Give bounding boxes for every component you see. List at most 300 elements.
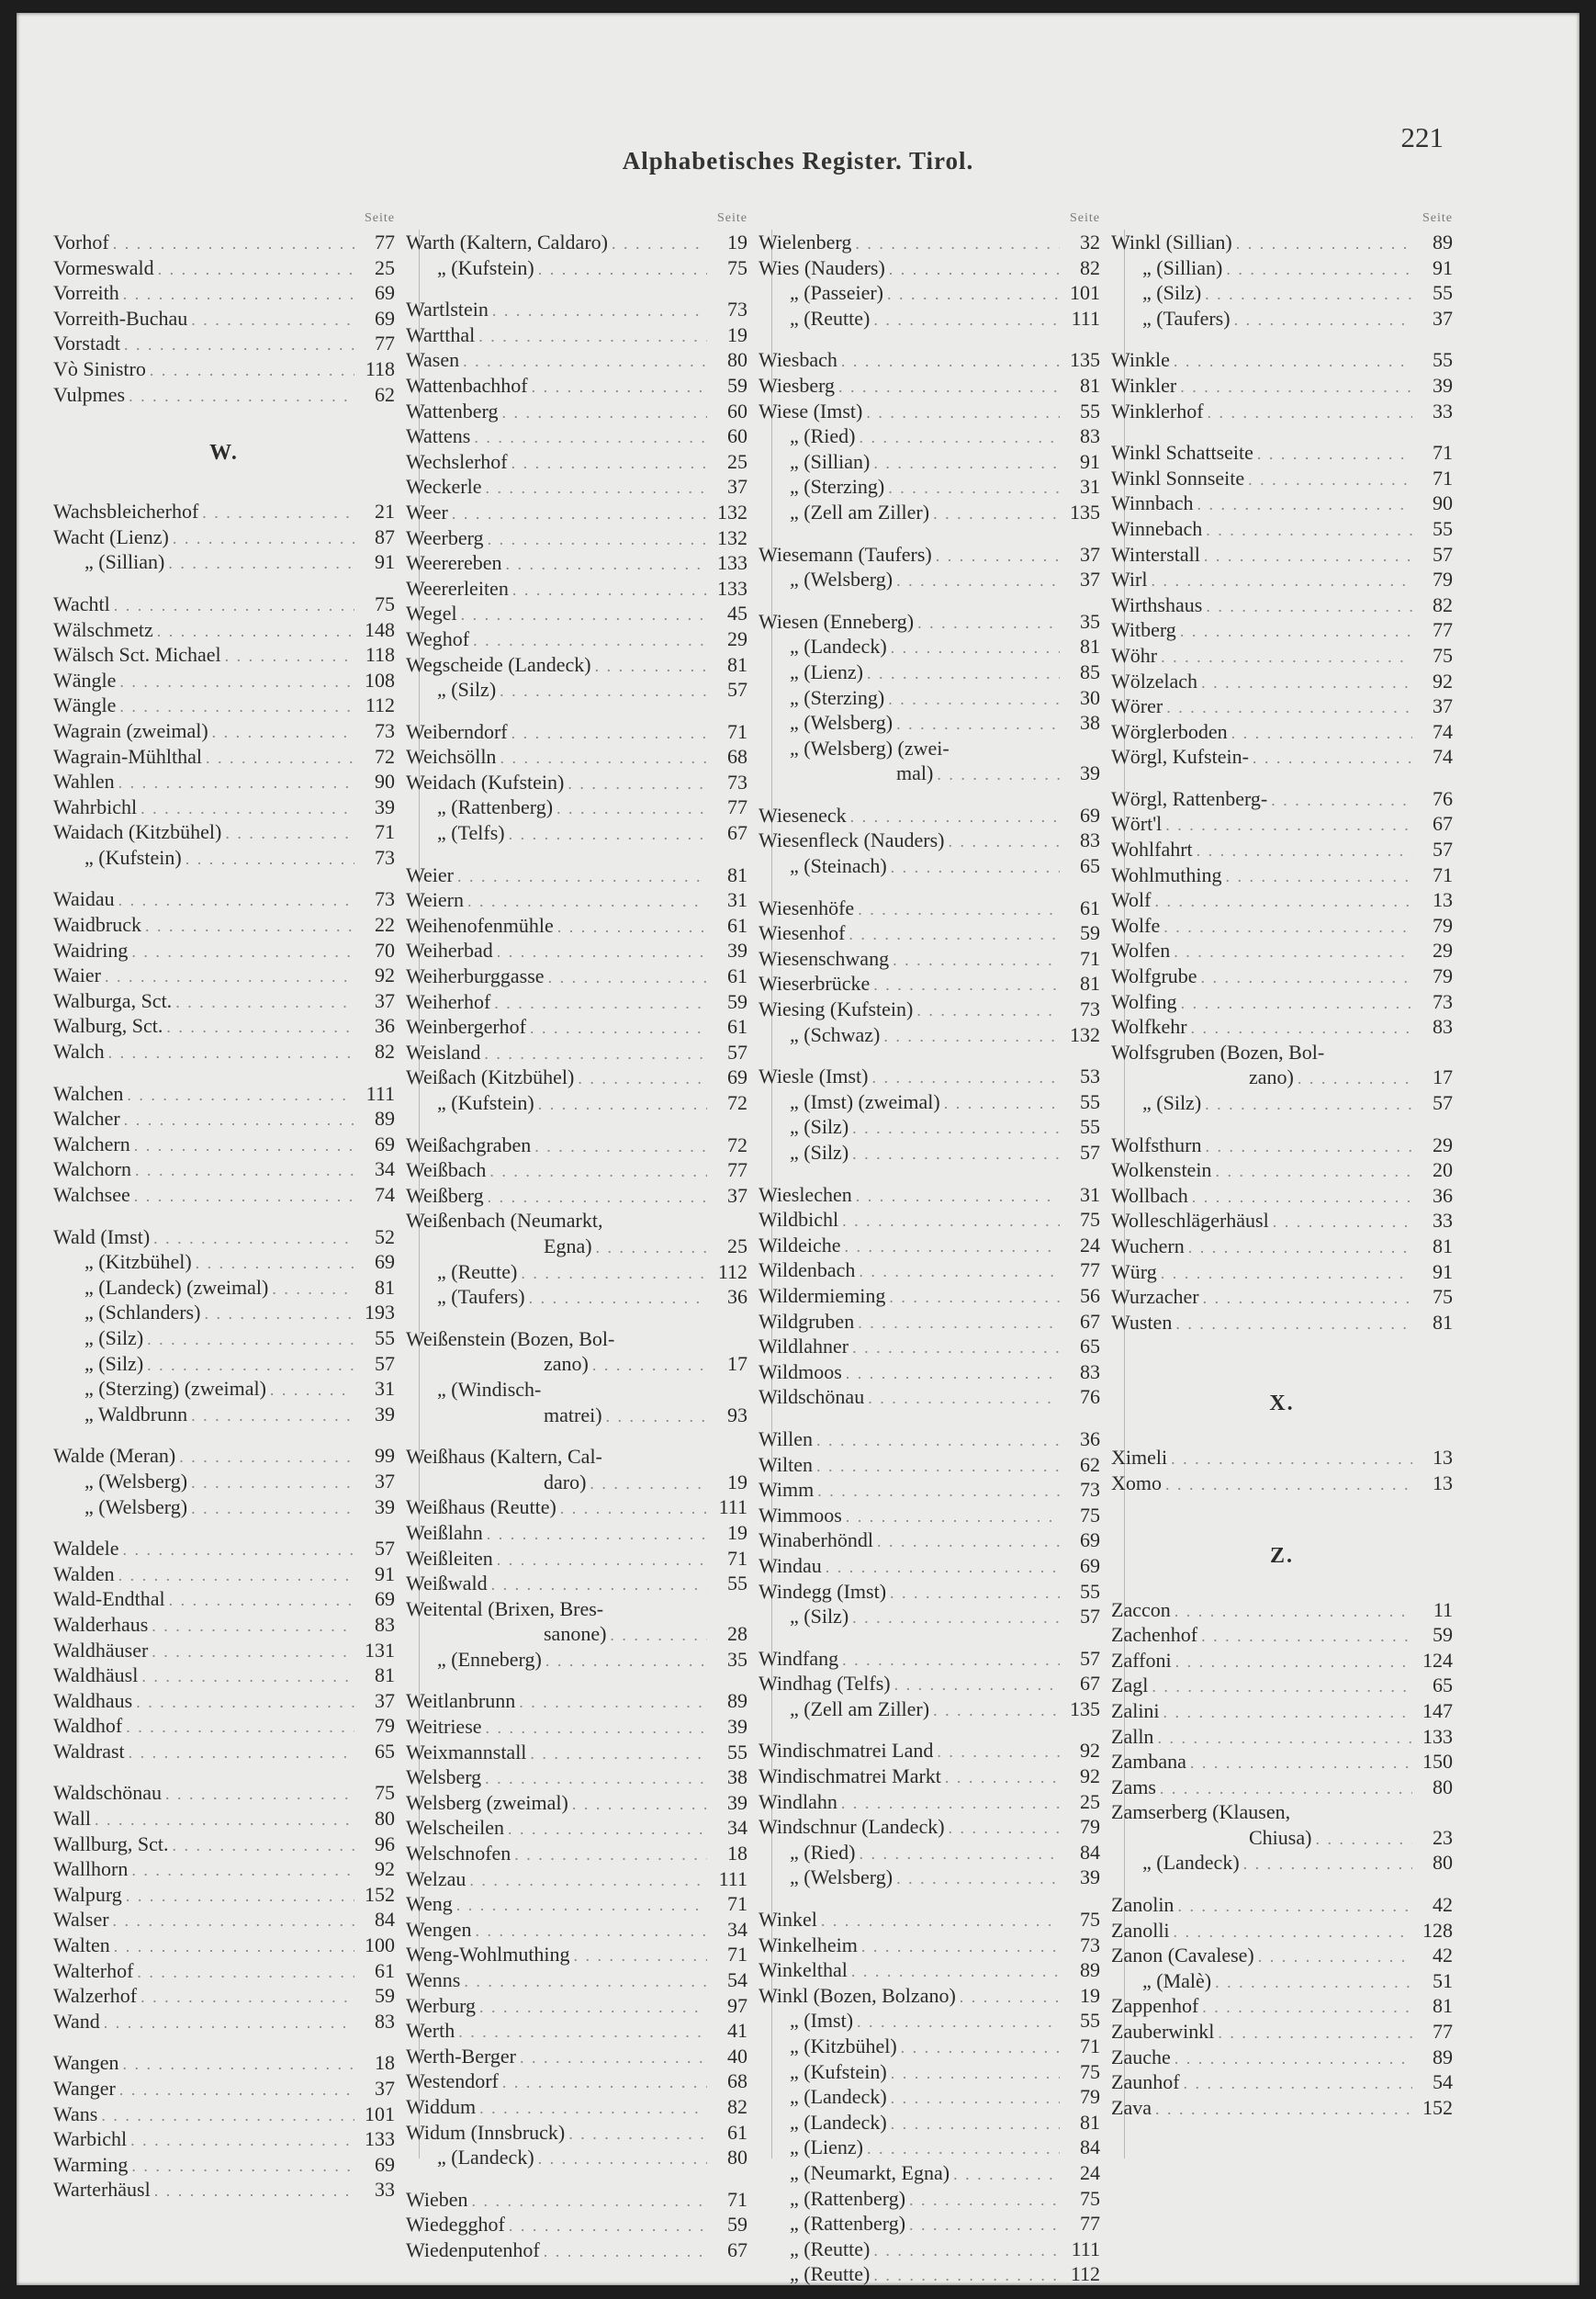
leader-dots xyxy=(1257,442,1412,466)
entry-name: „ (Landeck) xyxy=(790,2110,887,2134)
leader-dots xyxy=(953,2162,1060,2186)
leader-dots xyxy=(916,998,1060,1022)
index-entry xyxy=(53,230,395,255)
entry-name: „ (Silz) xyxy=(790,1141,849,1164)
entry-gap xyxy=(1111,1876,1453,1892)
entry-page: 77 xyxy=(1433,2020,1453,2044)
entry-name: Wiesbach xyxy=(759,348,837,372)
leader-dots xyxy=(191,1471,354,1494)
entry-gap xyxy=(759,1629,1100,1646)
index-entry xyxy=(1111,347,1453,373)
leader-dots xyxy=(505,552,707,576)
index-entry xyxy=(759,971,1100,997)
entry-name: Windischmatrei Markt xyxy=(759,1764,941,1788)
entry-page: 80 xyxy=(727,348,747,372)
index-entry xyxy=(1111,811,1453,837)
index-entry xyxy=(53,1443,395,1469)
entry-page: 29 xyxy=(727,626,747,650)
entry-name: Zalini xyxy=(1111,1698,1160,1722)
leader-dots xyxy=(509,2214,707,2237)
entry-page: 71 xyxy=(1433,441,1453,465)
entry-name: Wörgl, Rattenberg- xyxy=(1111,786,1268,810)
entry-name: Weiherhof xyxy=(406,989,491,1013)
index-entry xyxy=(1111,567,1453,592)
index-entry xyxy=(759,1359,1100,1385)
entry-name: Winterstall xyxy=(1111,542,1200,566)
index-entry xyxy=(53,1536,395,1561)
leader-dots xyxy=(485,1766,707,1790)
leader-dots xyxy=(1174,940,1412,964)
entry-page: 77 xyxy=(1080,2212,1100,2236)
entry-page: 92 xyxy=(1080,1764,1100,1788)
leader-dots xyxy=(204,1302,354,1325)
leader-dots xyxy=(858,897,1060,921)
entry-gap xyxy=(759,786,1100,803)
leader-dots xyxy=(452,501,707,525)
entry-name: Waidach (Kitzbühel) xyxy=(53,820,222,844)
leader-dots xyxy=(883,1024,1060,1048)
index-entry xyxy=(406,626,747,652)
leader-dots xyxy=(118,1563,354,1587)
entry-page: 84 xyxy=(1080,1840,1100,1864)
leader-dots xyxy=(560,1496,707,1520)
leader-dots xyxy=(1175,1650,1412,1674)
index-entry xyxy=(406,1234,747,1259)
index-entry xyxy=(53,1958,395,1984)
index-entry xyxy=(406,2212,747,2237)
leader-dots xyxy=(1175,1312,1412,1335)
index-entry xyxy=(53,356,395,382)
leader-dots xyxy=(196,1251,354,1275)
entry-page: 81 xyxy=(727,652,747,676)
leader-dots xyxy=(147,1327,354,1351)
entry-page: 71 xyxy=(1433,862,1453,886)
index-entry xyxy=(759,1671,1100,1696)
leader-dots xyxy=(479,1995,707,2019)
leader-dots xyxy=(578,1066,707,1090)
index-entry xyxy=(1111,1749,1453,1775)
entry-name: Xomo xyxy=(1111,1471,1162,1494)
entry-page: 69 xyxy=(375,306,395,330)
entry-name: „ (Welsberg) xyxy=(790,711,894,735)
index-entry xyxy=(406,1764,747,1790)
entry-page: 37 xyxy=(375,988,395,1012)
index-entry xyxy=(759,2110,1100,2136)
entry-page: 61 xyxy=(727,913,747,937)
leader-dots xyxy=(1197,492,1412,516)
entry-name: „ (Welsberg) xyxy=(84,1469,188,1493)
index-entry xyxy=(759,1426,1100,1452)
entry-page: 112 xyxy=(365,693,395,717)
index-entry xyxy=(759,1182,1100,1208)
index-entry xyxy=(53,1806,395,1831)
index-entry xyxy=(1111,280,1453,306)
leader-dots xyxy=(165,1782,354,1806)
leader-dots xyxy=(488,1185,707,1209)
leader-dots xyxy=(484,1042,707,1065)
entry-name: „ Waldbrunn xyxy=(84,1402,188,1426)
leader-dots xyxy=(457,864,707,888)
entry-name: Wolfsthurn xyxy=(1111,1133,1202,1156)
entry-name: Witberg xyxy=(1111,618,1176,642)
entry-page: 69 xyxy=(1080,803,1100,827)
entry-name: Winnebach xyxy=(1111,516,1203,540)
entry-name: Wängle xyxy=(53,668,117,692)
entry-page: 73 xyxy=(1080,997,1100,1021)
entry-name: Wangen xyxy=(53,2051,119,2075)
entry-name: Wachtl xyxy=(53,592,110,615)
entry-name: zano) xyxy=(544,1352,589,1376)
index-entry xyxy=(759,1503,1100,1528)
entry-name: Werburg xyxy=(406,1993,477,2017)
entry-list xyxy=(1111,1597,1453,2121)
index-entry xyxy=(53,2177,395,2203)
index-entry xyxy=(406,1403,747,1428)
entry-page: 77 xyxy=(375,231,395,254)
index-entry xyxy=(53,1561,395,1587)
entry-name: Vorreith-Buchau xyxy=(53,306,188,330)
entry-name: Zaffoni xyxy=(1111,1648,1172,1672)
entry-name: Winkelthal xyxy=(759,1958,848,1982)
entry-name: Weißhaus (Reutte) xyxy=(406,1495,556,1519)
entry-name: Vorhof xyxy=(53,231,109,254)
entry-name: Weißlahn xyxy=(406,1520,483,1544)
index-entry xyxy=(406,938,747,964)
index-entry xyxy=(53,1132,395,1157)
leader-dots xyxy=(113,1909,354,1933)
entry-name: Welzau xyxy=(406,1866,466,1890)
index-entry xyxy=(759,1764,1100,1789)
page-number: 221 xyxy=(1400,121,1444,153)
entry-page: 89 xyxy=(1433,231,1453,254)
leader-dots xyxy=(949,829,1060,853)
index-entry xyxy=(759,1646,1100,1672)
entry-name: Wildlahner xyxy=(759,1335,849,1358)
index-entry xyxy=(53,1713,395,1739)
entry-page: 75 xyxy=(727,255,747,279)
entry-name: Wieben xyxy=(406,2187,468,2211)
leader-dots xyxy=(463,349,707,373)
entry-page: 70 xyxy=(375,938,395,962)
leader-dots xyxy=(473,628,707,652)
leader-dots xyxy=(95,1808,354,1831)
leader-dots xyxy=(478,324,707,348)
entry-gap xyxy=(406,1672,747,1688)
entry-page: 19 xyxy=(727,1520,747,1544)
entry-name: Wenns xyxy=(406,1968,461,1991)
index-entry xyxy=(1111,1234,1453,1259)
entry-name: Wolfen xyxy=(1111,939,1171,963)
leader-dots xyxy=(131,940,354,964)
index-entry xyxy=(1111,1065,1453,1090)
leader-dots xyxy=(472,2189,707,2213)
leader-dots xyxy=(1175,1599,1412,1623)
leader-dots xyxy=(152,1640,354,1663)
index-entry xyxy=(759,685,1100,711)
entry-name: Wielenberg xyxy=(759,231,852,254)
entry-name: Weißenbach (Neumarkt, xyxy=(406,1209,603,1233)
leader-dots xyxy=(937,1740,1060,1764)
index-entry xyxy=(1111,669,1453,694)
index-entry xyxy=(759,1553,1100,1579)
entry-name: Wald-Endthal xyxy=(53,1587,165,1611)
entry-name: Winkl (Bozen, Bolzano) xyxy=(759,1983,956,2007)
entry-page: 35 xyxy=(727,1647,747,1671)
entry-name: Weerberg xyxy=(406,525,484,549)
entry-page: 81 xyxy=(1080,2110,1100,2134)
index-entry xyxy=(53,382,395,408)
entry-name: Zalln xyxy=(1111,1724,1154,1748)
entry-name: Wört'l xyxy=(1111,812,1163,836)
entry-page: 39 xyxy=(1433,373,1453,397)
index-entry xyxy=(1111,2069,1453,2095)
entry-page: 73 xyxy=(1080,1478,1100,1502)
entry-name: Walde (Meran) xyxy=(53,1444,176,1468)
entry-name: Waidau xyxy=(53,887,115,911)
index-entry xyxy=(1111,643,1453,669)
leader-dots xyxy=(861,1934,1060,1958)
entry-name: Wängle xyxy=(53,693,117,717)
entry-page: 19 xyxy=(727,1470,747,1493)
entry-page: 89 xyxy=(375,1107,395,1131)
entry-page: 22 xyxy=(375,913,395,937)
entry-name: Wieseneck xyxy=(759,803,847,827)
entry-name: Weinbergerhof xyxy=(406,1015,526,1039)
entry-name: Weißleiten xyxy=(406,1546,493,1570)
entry-page: 57 xyxy=(375,1351,395,1375)
leader-dots xyxy=(887,282,1060,306)
index-entry xyxy=(406,795,747,820)
leader-dots xyxy=(1201,1624,1412,1648)
index-entry xyxy=(53,255,395,281)
index-entry xyxy=(53,1739,395,1764)
entry-name: Würg xyxy=(1111,1259,1157,1283)
index-entry xyxy=(1111,1993,1453,2019)
entry-name: Zanon (Cavalese) xyxy=(1111,1944,1254,1967)
index-entry xyxy=(53,642,395,668)
entry-page: 91 xyxy=(1433,255,1453,279)
entry-name: Welscheilen xyxy=(406,1816,504,1840)
entry-page: 17 xyxy=(727,1352,747,1376)
entry-page: 89 xyxy=(1080,1958,1100,1982)
index-entry xyxy=(406,1444,747,1470)
entry-page: 57 xyxy=(727,678,747,702)
index-entry xyxy=(1111,1892,1453,1918)
leader-dots xyxy=(877,1529,1060,1553)
index-entry xyxy=(53,1182,395,1208)
leader-dots xyxy=(1191,1016,1412,1040)
index-entry xyxy=(759,1907,1100,1933)
entry-page: 84 xyxy=(1080,2136,1100,2159)
index-entry xyxy=(1111,592,1453,618)
entry-name: „ (Steinach) xyxy=(790,854,887,878)
index-entry xyxy=(759,2084,1100,2110)
index-column-3 xyxy=(759,208,1100,2287)
entry-name: Wimm xyxy=(759,1478,815,1502)
entry-name: Wildermieming xyxy=(759,1283,886,1307)
entry-page: 80 xyxy=(375,1807,395,1831)
leader-dots xyxy=(135,1158,354,1182)
entry-page: 101 xyxy=(1070,281,1100,305)
index-entry xyxy=(759,1527,1100,1553)
entry-page: 76 xyxy=(1433,786,1453,810)
leader-dots xyxy=(500,679,707,703)
entry-gap xyxy=(53,1426,395,1443)
entry-page: 108 xyxy=(365,668,395,692)
leader-dots xyxy=(114,593,354,617)
index-column-2 xyxy=(406,208,747,2263)
index-entry xyxy=(53,1612,395,1638)
leader-dots xyxy=(145,914,354,938)
entry-name: sanone) xyxy=(544,1622,607,1646)
entry-page: 61 xyxy=(727,964,747,988)
entry-page: 59 xyxy=(727,373,747,397)
entry-page: 91 xyxy=(1433,1259,1453,1283)
entry-name: Walburga, Sct. xyxy=(53,988,173,1012)
index-entry xyxy=(406,1815,747,1841)
entry-name: Wahrbichl xyxy=(53,795,138,818)
index-entry xyxy=(759,1140,1100,1166)
leader-dots xyxy=(1208,400,1412,424)
entry-page: 73 xyxy=(727,298,747,321)
entry-page: 83 xyxy=(1080,828,1100,852)
entry-name: „ (Zell am Ziller) xyxy=(790,500,930,524)
leader-dots xyxy=(1201,671,1412,694)
leader-dots xyxy=(487,1522,707,1546)
leader-dots xyxy=(937,762,1060,786)
index-entry xyxy=(1111,1698,1453,1724)
entry-name: „ (Silz) xyxy=(84,1351,144,1375)
entry-page: 92 xyxy=(1433,669,1453,693)
leader-dots xyxy=(1273,1210,1412,1234)
entry-name: Wiedegghof xyxy=(406,2213,505,2237)
leader-dots xyxy=(888,687,1060,711)
entry-name: Weerereben xyxy=(406,551,502,575)
leader-dots xyxy=(175,990,354,1014)
index-entry xyxy=(1111,617,1453,643)
entry-name: Zauche xyxy=(1111,2045,1171,2068)
index-entry xyxy=(53,718,395,744)
entry-name: Winaberhöndl xyxy=(759,1528,873,1552)
entry-page: 55 xyxy=(1080,1089,1100,1113)
leader-dots xyxy=(1298,1066,1412,1090)
entry-page: 118 xyxy=(365,643,395,667)
leader-dots xyxy=(206,746,354,770)
leader-dots xyxy=(846,1504,1060,1528)
leader-dots xyxy=(1175,2046,1412,2070)
entry-page: 42 xyxy=(1433,1893,1453,1917)
entry-page: 73 xyxy=(375,887,395,911)
entry-page: 132 xyxy=(717,525,747,549)
index-entry xyxy=(759,1334,1100,1359)
index-entry xyxy=(406,550,747,576)
entry-page: 19 xyxy=(727,322,747,346)
leader-dots xyxy=(849,922,1060,946)
entry-page: 19 xyxy=(1080,1983,1100,2007)
entry-name: Wiesenschwang xyxy=(759,946,890,970)
leader-dots xyxy=(960,1985,1060,2009)
leader-dots xyxy=(1215,1159,1412,1183)
entry-name: Windfang xyxy=(759,1646,839,1670)
leader-dots xyxy=(1206,594,1412,618)
entry-name: Wörgl, Kufstein- xyxy=(1111,745,1249,769)
entry-page: 97 xyxy=(727,1993,747,2017)
index-entry xyxy=(406,1284,747,1310)
index-entry xyxy=(53,2126,395,2152)
index-entry xyxy=(1111,440,1453,466)
index-entry xyxy=(406,989,747,1015)
entry-page: 31 xyxy=(727,888,747,912)
entry-page: 79 xyxy=(375,1714,395,1738)
entry-name: Warterhäusl xyxy=(53,2178,151,2202)
entry-name: Weixmannstall xyxy=(406,1740,527,1764)
entry-name: Walchsee xyxy=(53,1183,130,1206)
entry-name: Wolfing xyxy=(1111,989,1177,1013)
leader-dots xyxy=(873,2263,1060,2287)
index-entry xyxy=(406,1183,747,1209)
index-entry xyxy=(759,2135,1100,2160)
leader-dots xyxy=(1154,889,1412,913)
leader-dots xyxy=(140,1985,354,2009)
index-entry xyxy=(1111,373,1453,399)
index-entry xyxy=(406,255,747,281)
entry-page: 96 xyxy=(375,1831,395,1855)
index-entry xyxy=(759,423,1100,449)
entry-name: Wiesberg xyxy=(759,373,836,397)
entry-name: Weißbach xyxy=(406,1158,487,1182)
entry-page: 55 xyxy=(375,1325,395,1349)
index-entry xyxy=(406,1090,747,1116)
leader-dots xyxy=(521,1261,707,1285)
entry-page: 24 xyxy=(1080,2160,1100,2184)
index-entry xyxy=(759,2034,1100,2059)
entry-page: 77 xyxy=(1080,1258,1100,1282)
entry-page: 31 xyxy=(1080,475,1100,499)
leader-dots xyxy=(131,2154,354,2178)
entry-page: 152 xyxy=(365,1882,395,1906)
entry-page: 67 xyxy=(1080,1309,1100,1333)
entry-page: 33 xyxy=(375,2178,395,2202)
entry-name: Waldhäuser xyxy=(53,1638,149,1662)
entry-page: 118 xyxy=(365,356,395,380)
leader-dots xyxy=(123,282,354,306)
leader-dots xyxy=(1190,1751,1412,1775)
entry-page: 81 xyxy=(375,1275,395,1299)
index-entry xyxy=(759,449,1100,475)
entry-name: Windau xyxy=(759,1553,822,1577)
entry-page: 148 xyxy=(365,617,395,641)
entry-page: 128 xyxy=(1422,1918,1453,1942)
entry-page: 37 xyxy=(1433,306,1453,330)
entry-name: Zachenhof xyxy=(1111,1623,1198,1647)
leader-dots xyxy=(592,1353,707,1377)
entry-page: 131 xyxy=(365,1638,395,1662)
entry-name: Wartthal xyxy=(406,322,476,346)
leader-dots xyxy=(476,1919,707,1943)
index-entry xyxy=(53,693,395,718)
leader-dots xyxy=(1192,1185,1412,1209)
entry-page: 57 xyxy=(375,1537,395,1561)
leader-dots xyxy=(538,1092,707,1116)
leader-dots xyxy=(891,636,1060,659)
index-entry xyxy=(53,306,395,332)
leader-dots xyxy=(491,1572,707,1596)
leader-dots xyxy=(1155,2097,1412,2121)
leader-dots xyxy=(850,805,1060,828)
leader-dots xyxy=(816,1428,1060,1452)
entry-page: 91 xyxy=(375,550,395,574)
index-entry xyxy=(406,1520,747,1546)
